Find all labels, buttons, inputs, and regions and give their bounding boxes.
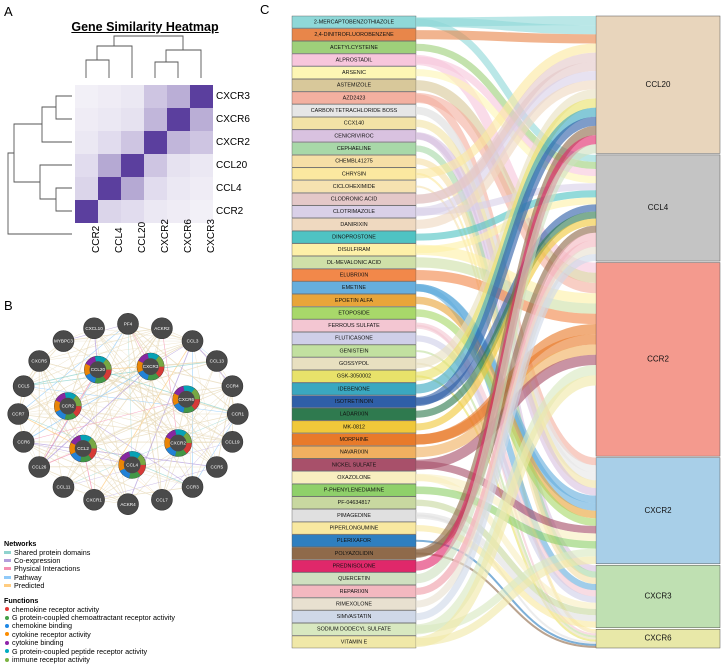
- panel-c-letter: C: [260, 2, 270, 17]
- heatmap-cell: [190, 154, 213, 177]
- heatmap-cell: [98, 177, 121, 200]
- sankey-source-label: ELUBRIXIN: [339, 272, 369, 279]
- functions-legend: [4, 596, 175, 664]
- panel-b-network: [0, 296, 258, 664]
- heatmap-cell: [98, 108, 121, 131]
- sankey-source-label: DISULFIRAM: [337, 247, 371, 254]
- panel-c-sankey: [258, 0, 726, 652]
- panel-b-letter: B: [4, 298, 13, 313]
- heatmap-cell: [167, 85, 190, 108]
- network-node-label: CXCR2: [170, 440, 186, 446]
- heatmap-cell: [190, 85, 213, 108]
- sankey-target-label: CXCR3: [644, 591, 672, 601]
- network-node: [118, 494, 139, 515]
- legend-label: chemokine binding: [12, 621, 72, 631]
- network-node: [53, 476, 74, 497]
- heatmap-cell: [167, 108, 190, 131]
- network-node: [70, 435, 97, 462]
- heatmap-cell: [190, 131, 213, 154]
- heatmap-cell: [190, 177, 213, 200]
- heatmap-col-label: CXCR3: [206, 219, 217, 253]
- sankey-source-label: MK-0812: [343, 424, 365, 431]
- network-node: [84, 356, 111, 383]
- sankey-link: [416, 35, 596, 39]
- heatmap-cell: [121, 108, 144, 131]
- legend-dot: [5, 616, 9, 620]
- heatmap-cell: [75, 131, 98, 154]
- heatmap-title: Gene Similarity Heatmap: [71, 20, 219, 34]
- sankey-source-label: ISOTRETINOIN: [334, 399, 374, 406]
- sankey-source-label: CCX140: [343, 120, 365, 127]
- network-node: [13, 376, 34, 397]
- sankey-source-label: CHEMBL41275: [335, 158, 373, 165]
- sankey-source-label: ARSENIC: [342, 70, 366, 77]
- gene-network-graph: [0, 296, 258, 536]
- sankey-source-label: OXAZOLONE: [337, 474, 371, 481]
- legend-label: cytokine binding: [12, 638, 64, 648]
- legend-label: chemokine receptor activity: [12, 604, 100, 614]
- legend-label: Physical Interactions: [14, 564, 80, 574]
- heatmap-col-label: CCR2: [91, 225, 102, 253]
- heatmap-cell: [167, 154, 190, 177]
- sankey-source-label: DINOPROSTONE: [332, 234, 376, 241]
- network-node-label: MYBPC3: [54, 338, 73, 344]
- network-node-label: CCL5: [17, 383, 30, 389]
- sankey-target-label: CCR2: [647, 354, 669, 364]
- network-node: [165, 430, 192, 457]
- sankey-target-label: CXCR6: [644, 633, 672, 643]
- sankey-source-label: ALPROSTADIL: [335, 57, 373, 64]
- heatmap-row-label: CCL20: [216, 160, 248, 171]
- heatmap-col-label: CXCR6: [183, 219, 194, 253]
- heatmap-cell: [144, 85, 167, 108]
- network-node-label: CCL13: [209, 358, 224, 364]
- network-node: [182, 476, 203, 497]
- sankey-source-label: SIMVASTATIN: [336, 614, 372, 621]
- network-node: [151, 489, 172, 510]
- heatmap-cell: [98, 85, 121, 108]
- network-node: [118, 313, 139, 334]
- sankey-source-label: CICLOHEXIMIDE: [332, 183, 376, 190]
- heatmap-row-label: CCR2: [216, 206, 244, 217]
- sankey-source-label: AZD2423: [342, 95, 366, 102]
- sankey-source-label: NICKEL SULFATE: [331, 462, 377, 469]
- network-node-label: CCR3: [186, 484, 199, 490]
- heatmap-cell: [75, 108, 98, 131]
- legend-label: Pathway: [14, 572, 42, 582]
- heatmap-row-label: CCL4: [216, 183, 242, 194]
- sankey-source-label: DANIRIXIN: [340, 221, 368, 228]
- legend-label: G protein-coupled chemoattractant receptor activity: [12, 613, 175, 623]
- network-node-label: CCL20: [90, 367, 106, 373]
- heatmap-cell: [121, 177, 144, 200]
- legend-swatch: [4, 584, 11, 587]
- legend-label: Co-expression: [14, 556, 61, 566]
- panel-a-letter: A: [4, 4, 13, 19]
- sankey-source-label: EMETINE: [342, 285, 366, 292]
- network-node-label: CCL4: [126, 462, 139, 468]
- sankey-source-label: CHRYSIN: [341, 171, 367, 178]
- legend-label: cytokine receptor activity: [12, 629, 91, 639]
- sankey-source-label: POLYAZOLIDIN: [334, 550, 374, 557]
- network-node: [29, 456, 50, 477]
- sankey-source-label: VITAMIN E: [340, 639, 368, 646]
- sankey-source-label: PIMAGEDINE: [337, 512, 371, 519]
- network-node: [137, 353, 164, 380]
- network-node: [53, 331, 74, 352]
- heatmap-cell: [144, 108, 167, 131]
- heatmap-cell: [144, 131, 167, 154]
- network-node-label: CCL19: [225, 439, 240, 445]
- network-node-label: ACKR2: [154, 325, 170, 331]
- heatmap-row: [75, 85, 213, 108]
- network-node-label: PF4: [123, 321, 133, 327]
- network-node-label: CCR2: [61, 403, 75, 409]
- heatmap-row-label: CXCR3: [216, 91, 250, 102]
- network-node-label: CCL3: [186, 338, 199, 344]
- network-node-label: CCL11: [56, 484, 71, 490]
- heatmap-col-label: CXCR2: [160, 219, 171, 253]
- legend-label: G protein-coupled peptide receptor activity: [12, 646, 148, 656]
- legend-dot: [5, 658, 9, 662]
- network-node-label: CXCL10: [85, 325, 103, 331]
- heatmap-row: [75, 131, 213, 154]
- heatmap-cell: [75, 177, 98, 200]
- sankey-source-label: MORPHINE: [339, 436, 369, 443]
- legend-label: Predicted: [14, 581, 45, 591]
- network-node: [151, 318, 172, 339]
- legend-dot: [5, 624, 9, 628]
- sankey-source-label: QUERCETIN: [338, 576, 370, 583]
- heatmap-cell: [144, 177, 167, 200]
- heatmap-row: [75, 108, 213, 131]
- heatmap-cell: [75, 154, 98, 177]
- sankey-source-label: PLERIXAFOR: [336, 538, 372, 545]
- heatmap-cell: [121, 154, 144, 177]
- network-node: [182, 331, 203, 352]
- heatmap-cell: [75, 200, 98, 223]
- sankey-source-label: CLOTRIMAZOLE: [333, 209, 375, 216]
- panel-a-heatmap: [0, 0, 258, 300]
- sankey-source-label: PIPERLONGUMINE: [329, 525, 379, 532]
- network-node: [29, 351, 50, 372]
- heatmap-grid: [75, 85, 213, 223]
- sankey-target-label: CXCR2: [644, 505, 672, 515]
- legend-dot: [5, 632, 9, 636]
- heatmap-cell: [98, 200, 121, 223]
- network-node: [84, 318, 105, 339]
- networks-legend-title: Networks: [4, 539, 37, 548]
- heatmap-cell: [121, 131, 144, 154]
- network-node: [13, 431, 34, 452]
- sankey-source-label: PF-04634817: [337, 500, 371, 507]
- sankey-source-label: ASTEMIZOLE: [336, 82, 372, 89]
- network-node: [119, 451, 146, 478]
- heatmap-cell: [75, 85, 98, 108]
- heatmap-row: [75, 177, 213, 200]
- heatmap-col-label: CCL4: [114, 227, 125, 253]
- sankey-source-label: GOSSYPOL: [339, 361, 369, 368]
- legend-item: [4, 655, 175, 663]
- network-node: [54, 393, 81, 420]
- sankey-source-label: RIMEXOLONE: [336, 601, 372, 608]
- sankey-source-label: GSK-3050002: [336, 373, 372, 380]
- sankey-target-label: CCL20: [645, 79, 671, 89]
- legend-item: [4, 582, 90, 590]
- network-node: [8, 404, 29, 425]
- sankey-source-label: 2-MERCAPTOBENZOTHIAZOLE: [313, 19, 395, 26]
- heatmap-col-label: CCL20: [137, 221, 148, 253]
- legend-swatch: [4, 559, 11, 562]
- sankey-source-label: CARBON TETRACHLORIDE BOSS: [310, 108, 398, 115]
- sankey-source-label: NAVARIXIN: [339, 449, 369, 456]
- legend-label: Shared protein domains: [14, 547, 91, 557]
- sankey-source-label: CENICRIVIROC: [334, 133, 374, 140]
- legend-label: immune receptor activity: [12, 655, 90, 664]
- networks-legend: [4, 539, 90, 590]
- sankey-source-label: DL-MEVALONIC ACID: [326, 259, 382, 266]
- heatmap-cell: [167, 177, 190, 200]
- network-node-label: CXCR1: [86, 497, 102, 503]
- legend-dot: [5, 641, 9, 645]
- sankey-target-label: CCL4: [647, 203, 669, 213]
- heatmap-cell: [98, 131, 121, 154]
- network-node: [222, 376, 243, 397]
- heatmap-cell: [167, 131, 190, 154]
- sankey-source-label: FLUTICASONE: [335, 335, 373, 342]
- network-node-label: CXCR5: [31, 358, 47, 364]
- heatmap-cell: [98, 154, 121, 177]
- network-node-label: CCR5: [210, 464, 224, 470]
- sankey-source-label: ACETYLCYSTEINE: [330, 44, 378, 51]
- heatmap-cell: [144, 154, 167, 177]
- heatmap-row-label: CXCR6: [216, 114, 250, 125]
- network-node-label: ACKR4: [120, 501, 136, 507]
- network-node: [227, 404, 248, 425]
- heatmap-cell: [121, 85, 144, 108]
- sankey-source-label: ETOPOSIDE: [338, 310, 370, 317]
- sankey-source-label: CLODRONIC ACID: [330, 196, 378, 203]
- sankey-source-label: EPOETIN ALFA: [334, 297, 374, 304]
- legend-swatch: [4, 551, 11, 554]
- heatmap-row: [75, 154, 213, 177]
- heatmap-cell: [190, 108, 213, 131]
- legend-swatch: [4, 567, 11, 570]
- sankey-source-label: LADARIXIN: [339, 411, 369, 418]
- sankey-source-label: 2,4-DINITROFLUOROBENZENE: [314, 32, 394, 39]
- legend-dot: [5, 607, 9, 611]
- functions-legend-title: Functions: [4, 596, 39, 605]
- heatmap-row-label: CXCR2: [216, 137, 250, 148]
- network-node: [206, 456, 227, 477]
- legend-swatch: [4, 576, 11, 579]
- network-node: [84, 489, 105, 510]
- legend-dot: [5, 649, 9, 653]
- network-node-label: CCL2: [77, 446, 89, 452]
- network-node-label: CCR1: [231, 411, 245, 417]
- sankey-source-label: CEPHAELINE: [336, 145, 372, 152]
- network-node-label: CCR6: [17, 439, 30, 445]
- network-node-label: CXCR6: [178, 396, 195, 402]
- sankey-source-label: FERROUS SULFATE: [328, 323, 380, 330]
- network-node-label: CCL26: [32, 464, 47, 470]
- drug-gene-sankey: [258, 0, 726, 652]
- sankey-source-label: PREDNISOLONE: [332, 563, 376, 570]
- network-node: [173, 386, 200, 413]
- network-node-label: CCL7: [156, 497, 168, 503]
- network-node-label: CCR4: [226, 383, 239, 389]
- sankey-source-label: IDEBENONE: [338, 386, 370, 393]
- network-node: [222, 431, 243, 452]
- sankey-source-label: REPARIXIN: [339, 588, 369, 595]
- sankey-source-label: P-PHENYLENEDIAMINE: [323, 487, 385, 494]
- network-node: [206, 351, 227, 372]
- network-node-label: CCR7: [11, 411, 25, 417]
- heatmap-cell: [121, 200, 144, 223]
- sankey-source-label: GENISTEIN: [339, 348, 369, 355]
- sankey-source-label: SODIUM DODECYL SULFATE: [317, 626, 391, 633]
- network-node-label: CXCR3: [142, 364, 159, 370]
